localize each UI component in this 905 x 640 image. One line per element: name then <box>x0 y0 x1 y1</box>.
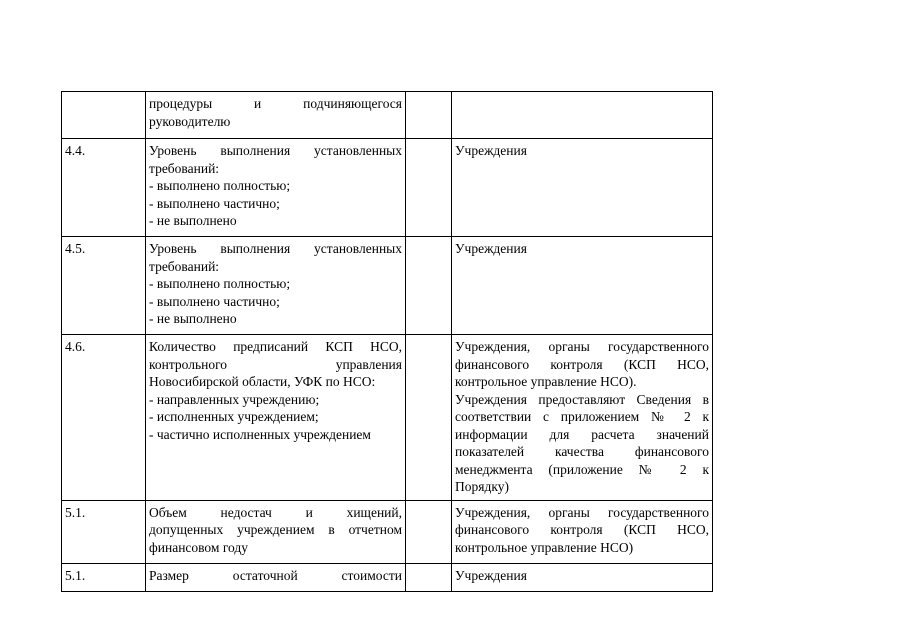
row-number-cell <box>62 92 146 139</box>
table-row <box>62 563 713 591</box>
cell-text-line: Учреждения <box>455 241 527 256</box>
cell-text-line: - выполнено частично; <box>149 293 280 309</box>
cell-text-line: Учреждения <box>455 143 527 158</box>
table-row <box>62 335 713 501</box>
cell-text-line: - выполнено частично; <box>149 195 280 211</box>
cell-text-line: процедуры и подчиняющегося <box>149 96 402 111</box>
table-row <box>62 237 713 335</box>
row-number-cell: 4.4. <box>62 139 146 237</box>
cell-text-line: Объем недостач и хищений, <box>149 504 402 520</box>
indicator-table <box>61 91 713 592</box>
cell-text-line: требований: <box>149 258 220 274</box>
empty-cell <box>406 237 452 335</box>
empty-cell <box>406 335 452 501</box>
cell-text-line: - не выполнено <box>149 213 237 228</box>
cell-text-line: менеджмента (приложение № 2 к <box>455 461 709 477</box>
data-source-cell <box>452 139 713 237</box>
empty-cell <box>406 500 452 563</box>
cell-text-line: Порядку) <box>455 479 509 494</box>
cell-text-line: Уровень выполнения установленных <box>149 143 402 158</box>
cell-text-line: контрольное управление НСО) <box>455 539 634 555</box>
cell-text-line: - исполненных учреждением; <box>149 409 319 424</box>
cell-text-line: контрольное управление НСО). <box>455 374 637 389</box>
row-number-cell: 4.6. <box>62 335 146 501</box>
cell-text-line: Учреждения предоставляют Сведения в <box>455 391 709 407</box>
cell-text-line: - направленных учреждению; <box>149 391 320 407</box>
empty-cell <box>406 139 452 237</box>
cell-text-line: - выполнено полностью; <box>149 178 291 193</box>
cell-text-line: соответствии с приложением № 2 к <box>455 409 709 424</box>
table-row <box>62 92 713 139</box>
row-number-cell: 4.5. <box>62 237 146 335</box>
cell-text-line: финансовом году <box>149 539 249 555</box>
cell-text-line: Учреждения <box>455 567 527 583</box>
cell-text-line: финансового контроля (КСП НСО, <box>455 522 709 537</box>
cell-text-line: Уровень выполнения установленных <box>149 241 402 256</box>
indicator-description-cell <box>146 563 406 591</box>
row-number-cell: 5.1. <box>62 500 146 563</box>
data-source-cell <box>452 92 713 139</box>
cell-text-line: контрольного управления <box>149 356 402 372</box>
cell-text-line: руководителю <box>149 113 231 129</box>
data-source-cell <box>452 237 713 335</box>
cell-text-line: Учреждения, органы государственного <box>455 504 709 520</box>
cell-text-line: финансового контроля (КСП НСО, <box>455 356 709 372</box>
empty-cell <box>406 92 452 139</box>
cell-text-line: требований: <box>149 160 220 176</box>
table-row <box>62 139 713 237</box>
cell-text-line: Количество предписаний КСП НСО, <box>149 339 402 354</box>
indicator-description-cell <box>146 335 406 501</box>
indicator-description-cell <box>146 139 406 237</box>
cell-text-line: - выполнено полностью; <box>149 276 291 291</box>
cell-text-line: информации для расчета значений <box>455 426 709 442</box>
row-number-cell: 5.1. <box>62 563 146 591</box>
cell-text-line: Новосибирской области, УФК по НСО: <box>149 374 376 389</box>
indicator-description-cell <box>146 92 406 139</box>
data-source-cell <box>452 500 713 563</box>
indicator-description-cell <box>146 500 406 563</box>
indicator-description-cell <box>146 237 406 335</box>
cell-text-line: Размер остаточной стоимости <box>149 567 402 583</box>
data-source-cell <box>452 563 713 591</box>
indicator-table-body <box>62 92 713 592</box>
cell-text-line: допущенных учреждением в отчетном <box>149 522 402 537</box>
cell-text-line: - частично исполненных учреждением <box>149 426 371 442</box>
cell-text-line: - не выполнено <box>149 311 237 326</box>
data-source-cell <box>452 335 713 501</box>
cell-text-line: показателей качества финансового <box>455 444 709 459</box>
cell-text-line: Учреждения, органы государственного <box>455 339 709 354</box>
table-row <box>62 500 713 563</box>
empty-cell <box>406 563 452 591</box>
